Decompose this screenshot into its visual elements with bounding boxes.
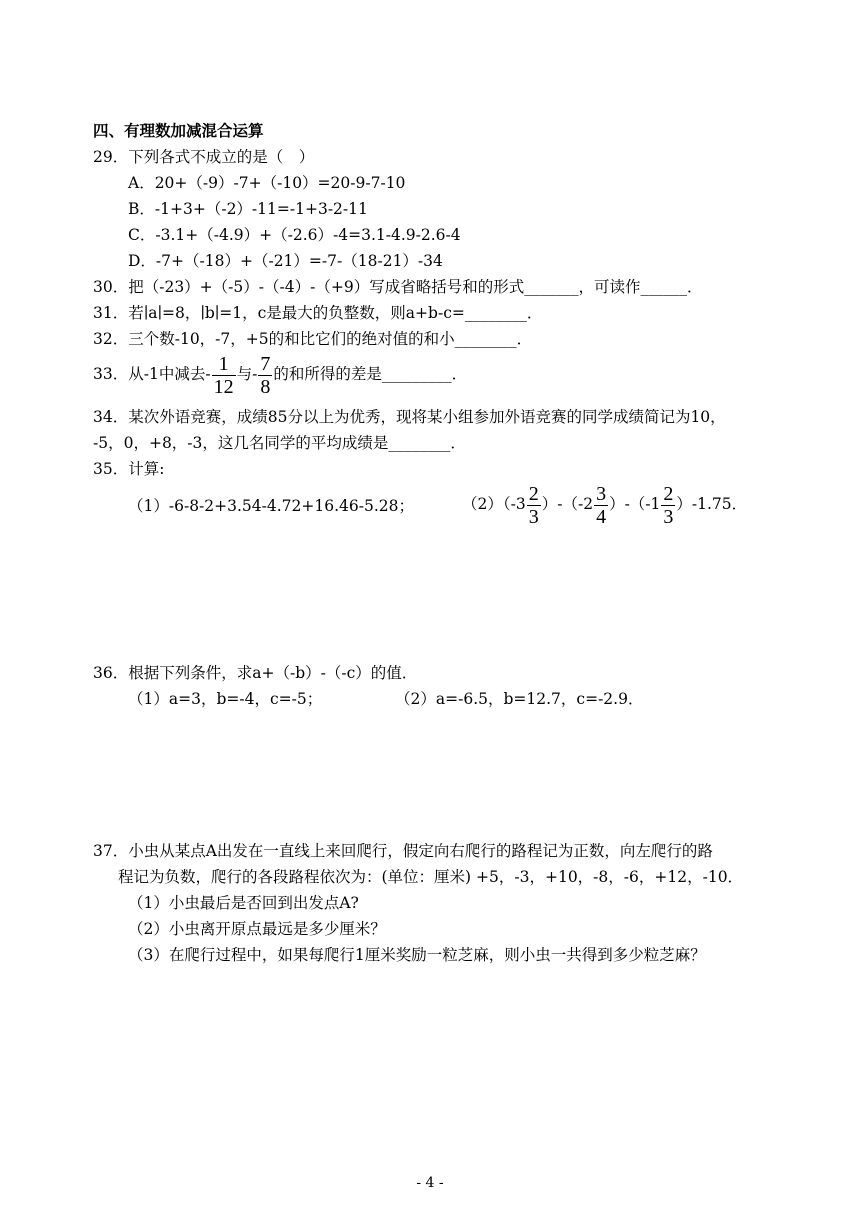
section-title: 四、有理数加减混合运算	[93, 121, 264, 140]
q34-line2: -5，0，+8，-3，这几名同学的平均成绩是________．	[93, 434, 466, 452]
q29-stem: 29．下列各式不成立的是（ ）	[93, 148, 315, 166]
q35-part1: （1）-6-8-2+3.54-4.72+16.46-5.28；	[128, 497, 415, 515]
q29-option-b: B．-1+3+（-2）-11=-1+3-2-11	[128, 200, 368, 218]
q35-fraction-1: $\frac{2}{3}$	[528, 482, 539, 528]
q36-part2: （2）a=-6.5，b=12.7，c=-2.9．	[395, 690, 644, 708]
q35-part2: （2）（-3 $\frac{2}{3}$ ）-（-2 $\frac{3}{4}$ ）-（-1 $\frac{2}{3}$ ）-1.75．	[462, 482, 748, 528]
q37-line2: 程记为负数，爬行的各段路程依次为：(单位：厘米) +5，-3，+10，-8，-6，+12，-10．	[118, 868, 744, 886]
q30: 30．把（-23）+（-5）-（-4）-（+9）写成省略括号和的形式_______，可读作______．	[93, 278, 703, 296]
q33-suffix: 的和所得的差是_________．	[273, 365, 468, 383]
q37-sub3: （3）在爬行过程中，如果每爬行1厘米奖励一粒芝麻，则小虫一共得到多少粒芝麻？	[128, 946, 706, 964]
q32: 32．三个数-10，-7，+5的和比它们的绝对值的和小________．	[93, 330, 533, 348]
q36-part1: （1）a=3，b=-4，c=-5；	[128, 690, 323, 708]
q35-fraction-3: $\frac{2}{3}$	[663, 482, 674, 528]
q29-option-a: A．20+（-9）-7+（-10）=20-9-7-10	[128, 174, 406, 192]
q29-option-d: D．-7+（-18）+（-21）=-7-（18-21）-34	[128, 252, 443, 270]
q35-fraction-2: $\frac{3}{4}$	[596, 482, 607, 528]
page-number: - 4 -	[416, 1175, 444, 1191]
q33-mid: 与-	[236, 365, 258, 383]
q37-line1: 37．小虫从某点A出发在一直线上来回爬行，假定向右爬行的路程记为正数，向左爬行的路	[93, 842, 713, 860]
q33-fraction-2: $\frac{7}{8}$	[260, 352, 271, 398]
q33-fraction-1: $\frac{1}{12}$	[213, 352, 234, 398]
q29-option-c: C．-3.1+（-4.9）+（-2.6）-4=3.1-4.9-2.6-4	[128, 226, 461, 244]
q33	[93, 352, 467, 398]
q31: 31．若∣a∣=8，∣b∣=1，c是最大的负整数，则a+b-c=________．	[93, 304, 543, 322]
q35-stem: 35．计算:	[93, 460, 165, 478]
q37-sub1: （1）小虫最后是否回到出发点A?	[128, 894, 359, 912]
q36-stem: 36．根据下列条件，求a+（-b）-（-c）的值．	[93, 664, 418, 682]
q34-line1: 34．某次外语竞赛，成绩85分以上为优秀，现将某小组参加外语竞赛的同学成绩简记为10，	[93, 408, 726, 426]
q37-sub2: （2）小虫离开原点最远是多少厘米？	[128, 920, 386, 938]
q33-prefix: 33．从-1中减去-	[93, 365, 211, 383]
